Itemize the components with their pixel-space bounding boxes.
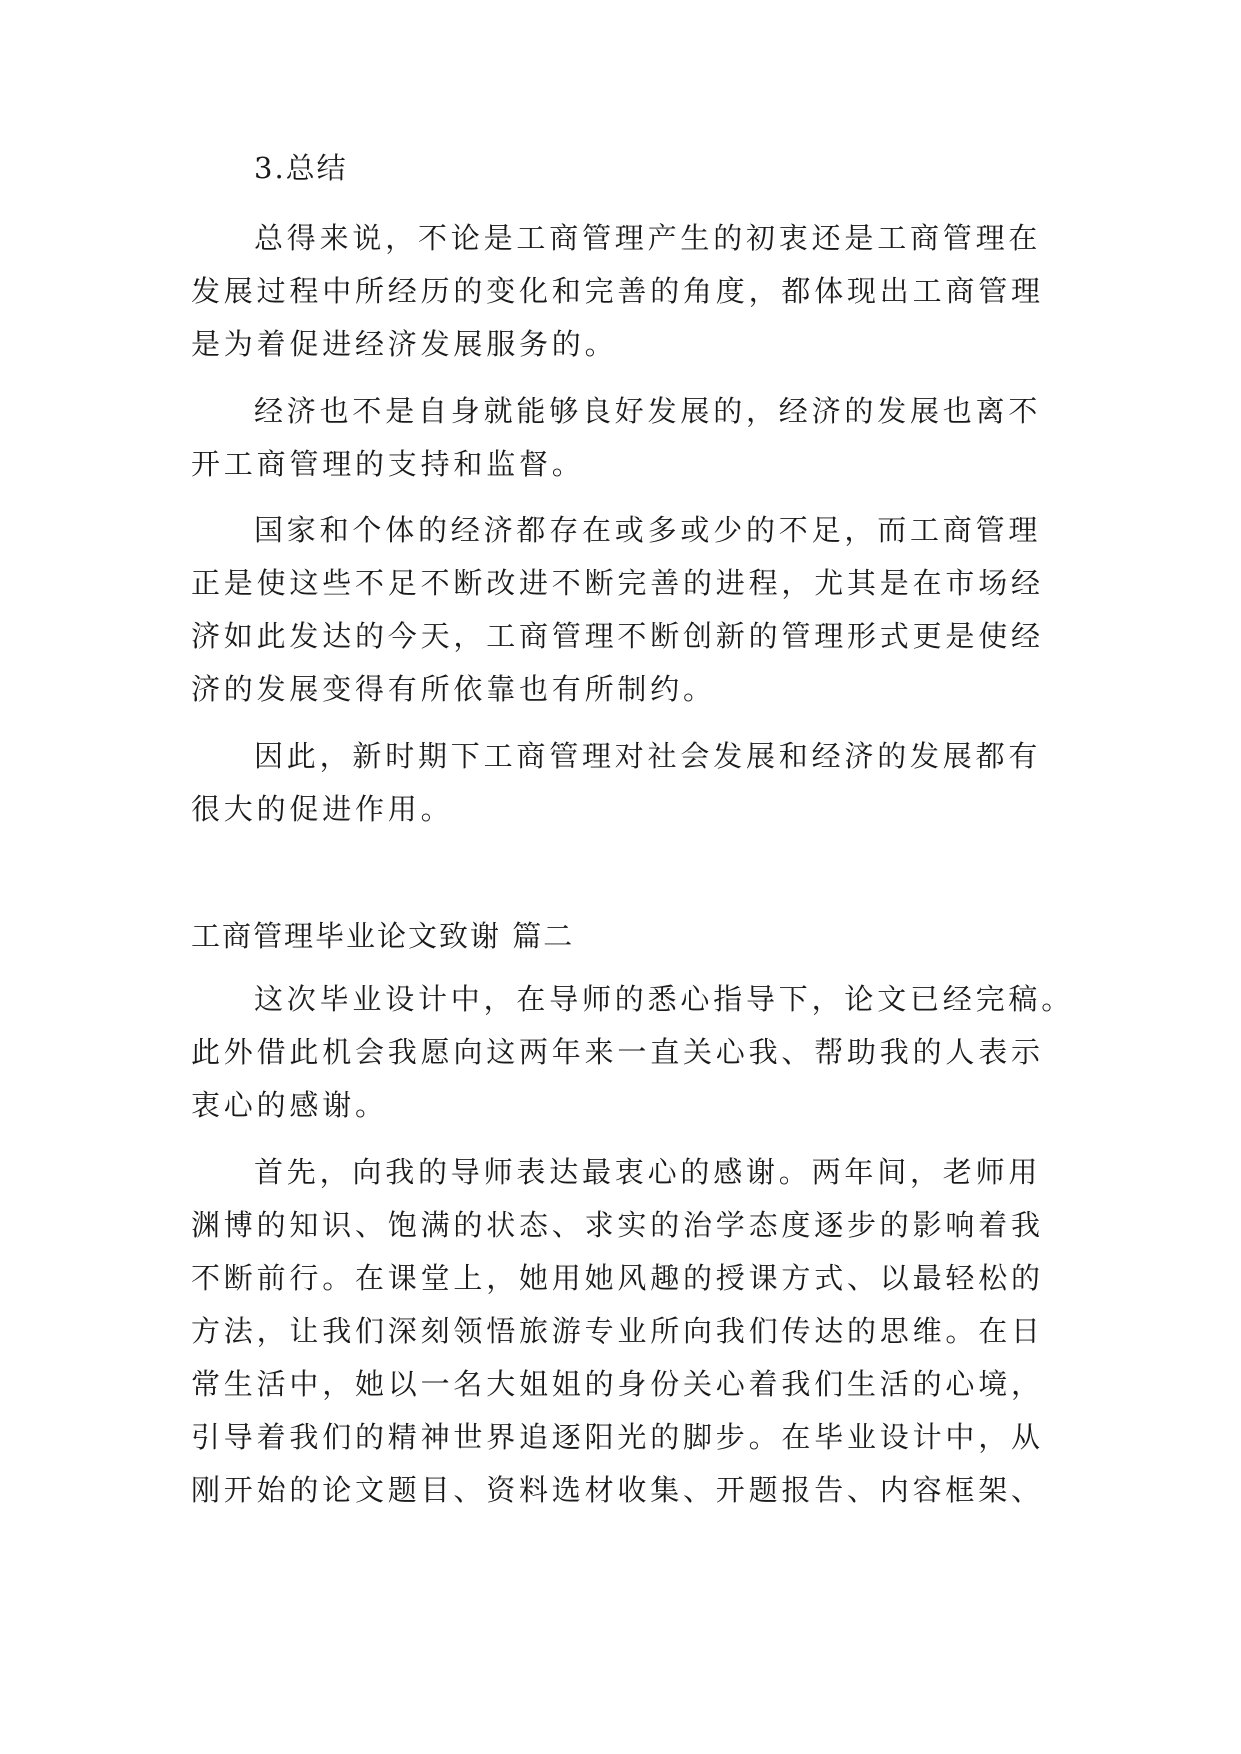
- paragraph-line: 是为着促进经济发展服务的。: [191, 327, 618, 361]
- paragraph-line: 济如此发达的今天，工商管理不断创新的管理形式更是使经: [191, 619, 1044, 653]
- paragraph-line: 总得来说，不论是工商管理产生的初衷还是工商管理在: [254, 221, 1042, 255]
- paragraph-line: 正是使这些不足不断改进不断完善的进程，尤其是在市场经: [191, 566, 1044, 600]
- paragraph-line: 不断前行。在课堂上，她用她风趣的授课方式、以最轻松的: [191, 1261, 1044, 1295]
- section-title: 工商管理毕业论文致谢 篇二: [191, 919, 575, 953]
- paragraph-line: 发展过程中所经历的变化和完善的角度，都体现出工商管理: [191, 274, 1044, 308]
- paragraph-line: 国家和个体的经济都存在或多或少的不足，而工商管理: [254, 513, 1042, 547]
- section-heading: 3.总结: [254, 151, 348, 185]
- paragraph-line: 渊博的知识、饱满的状态、求实的治学态度逐步的影响着我: [191, 1208, 1044, 1242]
- paragraph-line: 首先，向我的导师表达最衷心的感谢。两年间，老师用: [254, 1155, 1042, 1189]
- paragraph-line: 开工商管理的支持和监督。: [191, 447, 585, 481]
- paragraph-line: 因此，新时期下工商管理对社会发展和经济的发展都有: [254, 739, 1042, 773]
- paragraph-line: 方法，让我们深刻领悟旅游专业所向我们传达的思维。在日: [191, 1314, 1044, 1348]
- paragraph-line: 此外借此机会我愿向这两年来一直关心我、帮助我的人表示: [191, 1035, 1044, 1069]
- paragraph-line: 刚开始的论文题目、资料选材收集、开题报告、内容框架、: [191, 1473, 1044, 1507]
- paragraph-line: 经济也不是自身就能够良好发展的，经济的发展也离不: [254, 394, 1042, 428]
- paragraph-line: 引导着我们的精神世界追逐阳光的脚步。在毕业设计中，从: [191, 1420, 1044, 1454]
- paragraph-line: 这次毕业设计中，在导师的悉心指导下，论文已经完稿。: [254, 982, 1075, 1016]
- paragraph-line: 济的发展变得有所依靠也有所制约。: [191, 672, 716, 706]
- paragraph-line: 衷心的感谢。: [191, 1088, 388, 1122]
- paragraph-line: 很大的促进作用。: [191, 792, 454, 826]
- paragraph-line: 常生活中，她以一名大姐姐的身份关心着我们生活的心境，: [191, 1367, 1044, 1401]
